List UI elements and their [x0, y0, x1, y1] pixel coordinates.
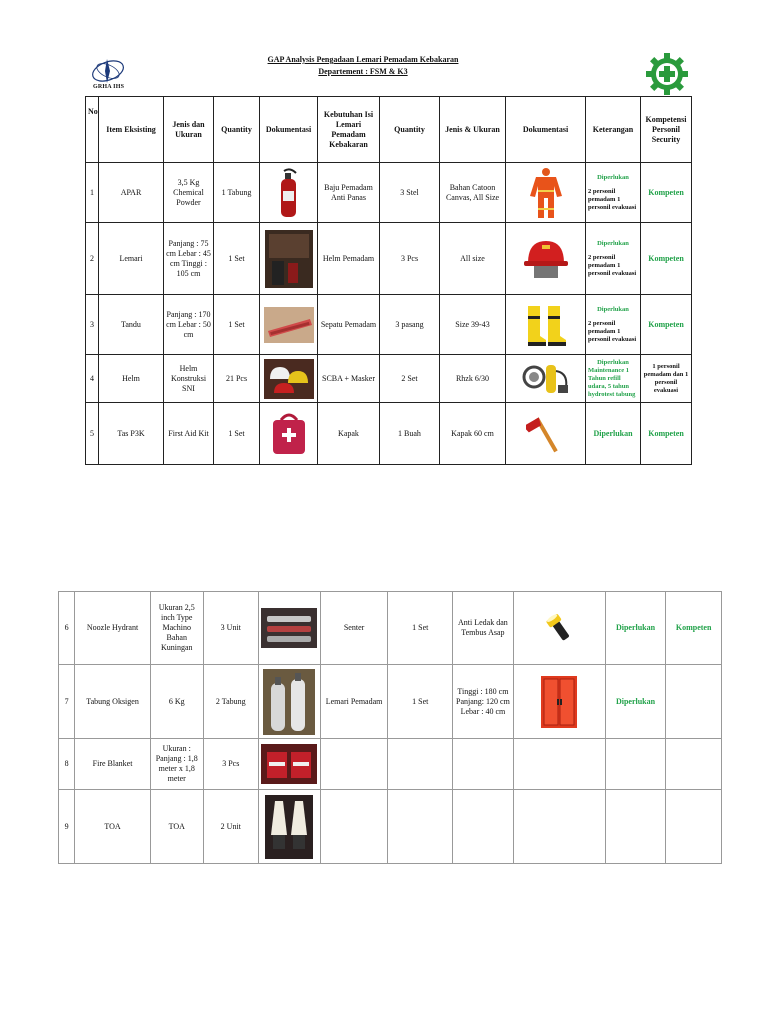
helmets-photo-icon	[262, 359, 315, 399]
cell-jenis: Panjang : 75 cm Lebar : 45 cm Tinggi : 105 cm	[164, 223, 214, 295]
cell-need-qty: 2 Set	[380, 355, 440, 403]
cell-item: Tas P3K	[99, 403, 164, 465]
cell-need-doc	[506, 403, 586, 465]
cell-item: TOA	[75, 790, 151, 864]
cell-item: Noozle Hydrant	[75, 592, 151, 665]
cell-no: 2	[86, 223, 99, 295]
fire-extinguisher-photo-icon	[262, 167, 315, 219]
cell-need-doc	[513, 665, 605, 739]
col-header-jenis: Jenis dan Ukuran	[164, 97, 214, 163]
cell-keterangan	[586, 295, 641, 355]
cell-jenis: Helm Konstruksi SNI	[164, 355, 214, 403]
fire-boots-photo-icon	[508, 302, 583, 348]
table-row	[86, 355, 692, 403]
table-row	[59, 739, 722, 790]
cell-keterangan	[605, 739, 666, 790]
col-header-dokumentasi: Dokumentasi	[260, 97, 318, 163]
table-row	[86, 295, 692, 355]
cell-no: 6	[59, 592, 75, 665]
cell-need-qty: 3 Stel	[380, 163, 440, 223]
cabinet-photo-icon	[262, 229, 315, 289]
cell-need-doc	[513, 790, 605, 864]
col-header-quantity-2: Quantity	[380, 97, 440, 163]
cell-no: 4	[86, 355, 99, 403]
cell-kompetensi: Kompeten	[666, 592, 722, 665]
cell-kompetensi: Kompeten	[641, 163, 692, 223]
cell-doc	[260, 163, 318, 223]
k3-safety-logo-icon	[645, 52, 689, 96]
cell-keterangan	[605, 790, 666, 864]
cell-need-jenis: Size 39-43	[440, 295, 506, 355]
cell-need	[320, 790, 388, 864]
table-row	[86, 403, 692, 465]
cell-item: Tandu	[99, 295, 164, 355]
col-header-jenis-ukuran: Jenis & Ukuran	[440, 97, 506, 163]
cell-need-qty	[388, 790, 453, 864]
fire-blanket-photo-icon	[261, 744, 318, 784]
cell-no: 5	[86, 403, 99, 465]
gap-analysis-table-1	[85, 96, 692, 465]
cell-jenis: Ukuran : Panjang : 1,8 meter x 1,8 meter	[150, 739, 203, 790]
document-title	[200, 54, 526, 78]
col-header-quantity: Quantity	[214, 97, 260, 163]
cell-need: Senter	[320, 592, 388, 665]
table-row	[59, 665, 722, 739]
document-header	[0, 0, 768, 96]
cell-keterangan: Diperlukan	[586, 403, 641, 465]
cell-need-qty: 1 Buah	[380, 403, 440, 465]
cell-jenis: 3,5 Kg Chemical Powder	[164, 163, 214, 223]
cell-doc	[260, 355, 318, 403]
cell-need: SCBA + Masker	[318, 355, 380, 403]
cell-item: Tabung Oksigen	[75, 665, 151, 739]
cell-need	[320, 739, 388, 790]
status-badge: Diperlukan	[597, 305, 629, 313]
cell-need: Kapak	[318, 403, 380, 465]
cell-qty: 2 Unit	[203, 790, 259, 864]
status-badge: Diperlukan	[597, 358, 629, 366]
table-row	[86, 163, 692, 223]
cell-doc	[260, 223, 318, 295]
cell-no: 8	[59, 739, 75, 790]
cell-need-doc	[513, 592, 605, 665]
cell-no: 1	[86, 163, 99, 223]
axe-photo-icon	[508, 412, 583, 456]
cell-item: Helm	[99, 355, 164, 403]
table-row	[86, 223, 692, 295]
cell-need-doc	[506, 163, 586, 223]
table-row	[59, 790, 722, 864]
megaphone-photo-icon	[261, 795, 318, 859]
nozzle-photo-icon	[261, 608, 318, 648]
cell-kompetensi	[666, 739, 722, 790]
cell-need-jenis: Bahan Catoon Canvas, All Size	[440, 163, 506, 223]
cell-need-jenis: All size	[440, 223, 506, 295]
cell-qty: 1 Set	[214, 223, 260, 295]
cell-need: Sepatu Pemadam	[318, 295, 380, 355]
cell-need-jenis: Tinggi : 180 cm Panjang: 120 cm Lebar : 40 cm	[453, 665, 514, 739]
red-cabinet-photo-icon	[516, 675, 603, 729]
cell-doc	[259, 592, 321, 665]
col-header-dokumentasi-2: Dokumentasi	[506, 97, 586, 163]
cell-qty: 1 Set	[214, 295, 260, 355]
cell-need-doc	[506, 295, 586, 355]
cell-qty: 1 Tabung	[214, 163, 260, 223]
cell-qty: 2 Tabung	[203, 665, 259, 739]
cell-need-jenis: Rhzk 6/30	[440, 355, 506, 403]
cell-doc	[259, 739, 321, 790]
title-line-2: Departement : FSM & K3	[318, 67, 408, 76]
cell-keterangan: Diperlukan	[605, 665, 666, 739]
cell-qty: 3 Unit	[203, 592, 259, 665]
cell-no: 9	[59, 790, 75, 864]
col-header-kebutuhan: Kebutuhan Isi Lemari Pemadam Kebakaran	[318, 97, 380, 163]
cell-need-qty: 1 Set	[388, 665, 453, 739]
logo-text: GRHA IHS	[93, 84, 125, 90]
cell-need: Lemari Pemadam	[320, 665, 388, 739]
cell-no: 3	[86, 295, 99, 355]
cell-kompetensi: 1 personil pemadam dan 1 personil evakuasi	[641, 355, 692, 403]
table-header-row	[86, 97, 692, 163]
gap-analysis-table-2	[58, 591, 722, 864]
flashlight-photo-icon	[516, 613, 603, 643]
cell-keterangan: Diperlukan	[605, 592, 666, 665]
cell-need-qty	[388, 739, 453, 790]
col-header-item: Item Eksisting	[99, 97, 164, 163]
cell-jenis: Ukuran 2,5 inch Type Machino Bahan Kuningan	[150, 592, 203, 665]
cell-doc	[259, 665, 321, 739]
stretcher-photo-icon	[262, 307, 315, 343]
cell-qty: 3 Pcs	[203, 739, 259, 790]
first-aid-bag-photo-icon	[262, 410, 315, 458]
cell-need-qty: 1 Set	[388, 592, 453, 665]
cell-kompetensi	[666, 665, 722, 739]
cell-keterangan	[586, 355, 641, 403]
cell-need-jenis: Anti Ledak dan Tembus Asap	[453, 592, 514, 665]
cell-item: APAR	[99, 163, 164, 223]
keterangan-note: Maintenance 1 Tahun refill udara, 5 tahun hydrotest tabung	[588, 366, 636, 398]
keterangan-note: 2 personil pemadam 1 personil evakuasi	[588, 319, 637, 343]
col-header-no: No	[86, 97, 99, 163]
cell-need-qty: 3 Pcs	[380, 223, 440, 295]
cell-need-qty: 3 pasang	[380, 295, 440, 355]
cell-need-doc	[513, 739, 605, 790]
cell-need-doc	[506, 223, 586, 295]
status-badge: Diperlukan	[597, 239, 629, 247]
cell-doc	[260, 295, 318, 355]
cell-kompetensi: Kompeten	[641, 295, 692, 355]
keterangan-note: 2 personil pemadam 1 personil evakuasi	[588, 253, 637, 277]
table-row	[59, 592, 722, 665]
cell-need-doc	[506, 355, 586, 403]
cell-no: 7	[59, 665, 75, 739]
cell-kompetensi	[666, 790, 722, 864]
cell-item: Lemari	[99, 223, 164, 295]
cell-jenis: First Aid Kit	[164, 403, 214, 465]
col-header-kompetensi: Kompetensi Personil Security	[641, 97, 692, 163]
cell-need-jenis: Kapak 60 cm	[440, 403, 506, 465]
col-header-keterangan: Keterangan	[586, 97, 641, 163]
cell-jenis: 6 Kg	[150, 665, 203, 739]
cell-need: Baju Pemadam Anti Panas	[318, 163, 380, 223]
cell-qty: 21 Pcs	[214, 355, 260, 403]
cell-need-jenis	[453, 739, 514, 790]
title-line-1: GAP Analysis Pengadaan Lemari Pemadam Kebakaran	[267, 55, 459, 64]
cell-jenis: TOA	[150, 790, 203, 864]
cell-need-jenis	[453, 790, 514, 864]
cell-doc	[259, 790, 321, 864]
cell-kompetensi: Kompeten	[641, 223, 692, 295]
cell-keterangan	[586, 223, 641, 295]
cell-item: Fire Blanket	[75, 739, 151, 790]
cell-qty: 1 Set	[214, 403, 260, 465]
cell-doc	[260, 403, 318, 465]
cell-need: Helm Pemadam	[318, 223, 380, 295]
cell-keterangan	[586, 163, 641, 223]
cell-kompetensi: Kompeten	[641, 403, 692, 465]
keterangan-note: 2 personil pemadam 1 personil evakuasi	[588, 187, 637, 211]
scba-photo-icon	[508, 359, 583, 399]
fire-suit-photo-icon	[508, 166, 583, 220]
fire-helmet-photo-icon	[508, 237, 583, 281]
oxygen-tank-photo-icon	[261, 669, 318, 735]
cell-jenis: Panjang : 170 cm Lebar : 50 cm	[164, 295, 214, 355]
status-badge: Diperlukan	[597, 173, 629, 181]
